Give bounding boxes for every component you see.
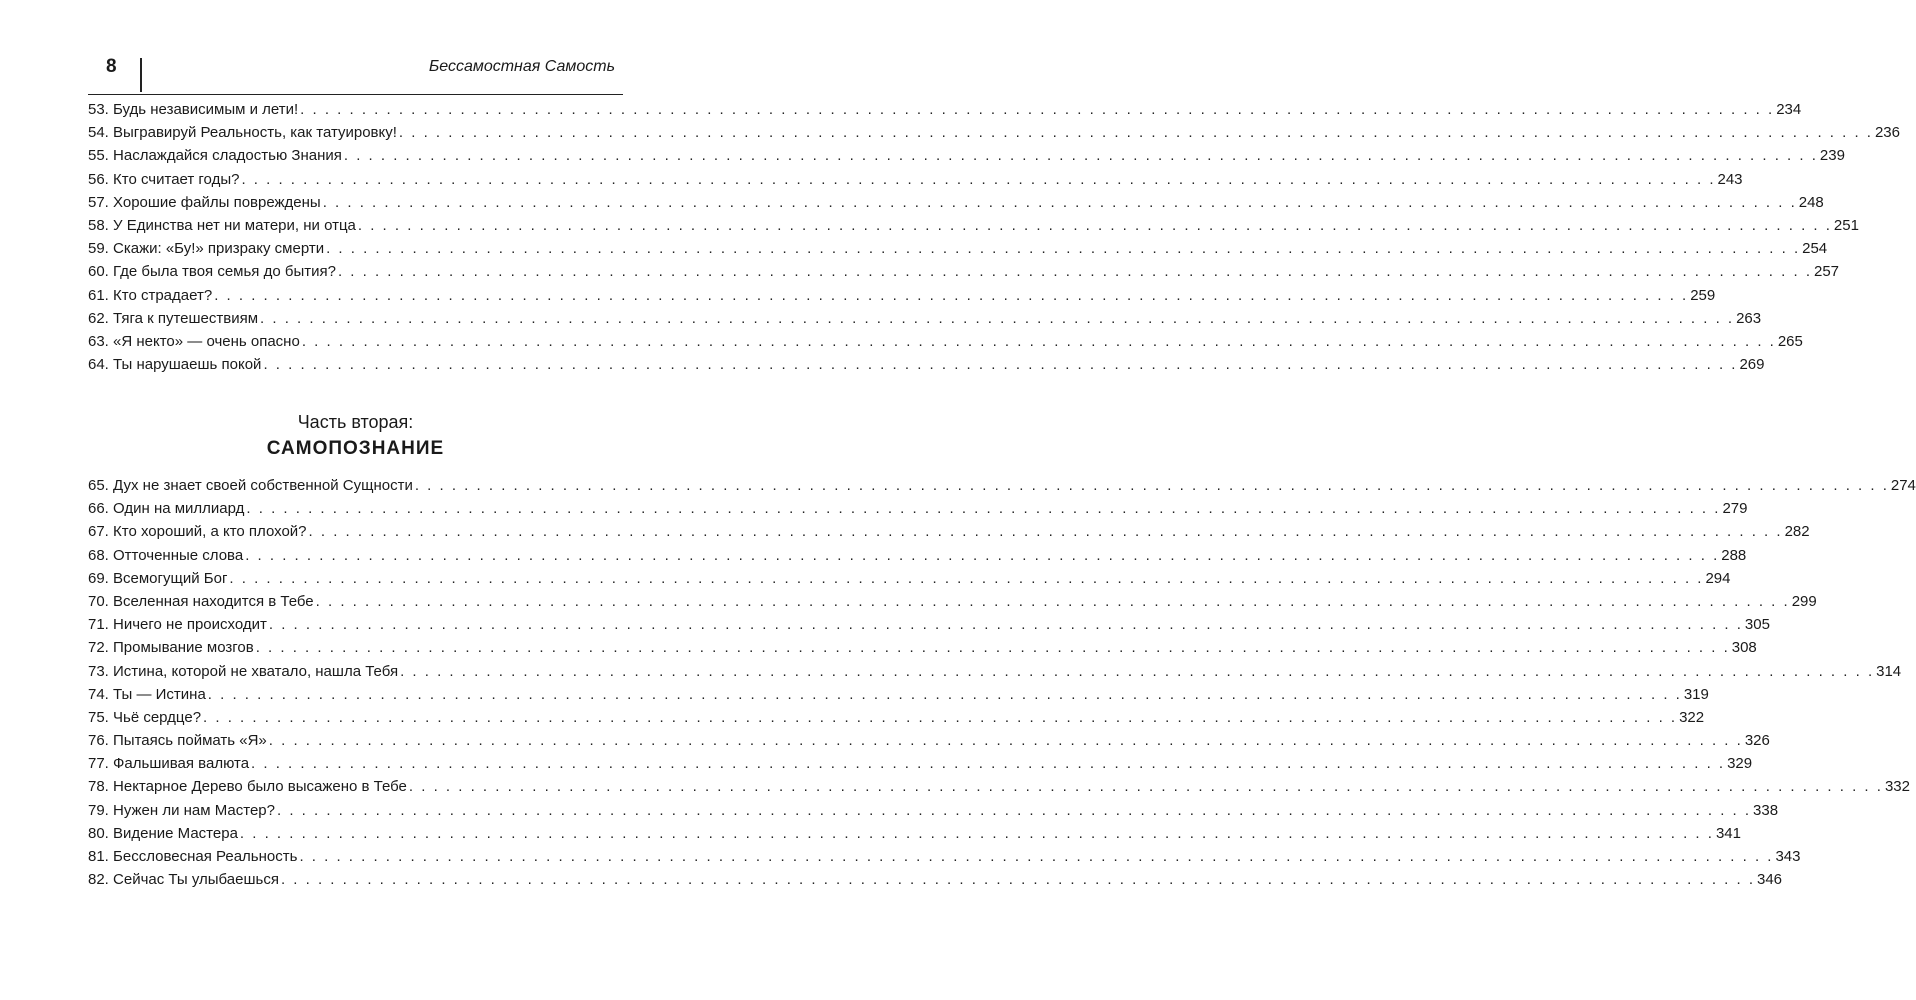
header-divider bbox=[140, 58, 142, 92]
toc-entry bbox=[88, 263, 1840, 286]
toc-entry-title: 67. Кто хороший, а кто плохой? bbox=[88, 523, 307, 541]
toc-leader-dots: . . . . . . . . . . . . . . . . . . . . . . . . . . . . . . . . . . . . . . . . . . . . . . . . . . . . . . . . . . . . . . . . . . . . . . . . . . . . . . . . . . . . . . . . . . . . . . . . . . . . . . . . . . . . . . . . . . . . . . . . bbox=[268, 732, 1743, 750]
toc-entry-page: 263 bbox=[1736, 309, 1762, 327]
toc-leader-dots: . . . . . . . . . . . . . . . . . . . . . . . . . . . . . . . . . . . . . . . . . . . . . . . . . . . . . . . . . . . . . . . . . . . . . . . . . . . . . . . . . . . . . . . . . . . . . . . . . . . . . . . . . . . . . . . . . . . . . . . . bbox=[251, 755, 1726, 773]
toc-entry-title: 69. Всемогущий Бог bbox=[88, 569, 228, 587]
toc-leader-dots: . . . . . . . . . . . . . . . . . . . . . . . . . . . . . . . . . . . . . . . . . . . . . . . . . . . . . . . . . . . . . . . . . . . . . . . . . . . . . . . . . . . . . . . . . . . . . . . . . . . . . . . . . . . . . . . . . . . . . . . . bbox=[260, 309, 1735, 327]
toc-leader-dots: . . . . . . . . . . . . . . . . . . . . . . . . . . . . . . . . . . . . . . . . . . . . . . . . . . . . . . . . . . . . . . . . . . . . . . . . . . . . . . . . . . . . . . . . . . . . . . . . . . . . . . . . . . . . . . . . . . . . . . . . bbox=[255, 639, 1730, 657]
toc-entry-title: 57. Хорошие файлы повреждены bbox=[88, 193, 321, 211]
toc-leader-dots: . . . . . . . . . . . . . . . . . . . . . . . . . . . . . . . . . . . . . . . . . . . . . . . . . . . . . . . . . . . . . . . . . . . . . . . . . . . . . . . . . . . . . . . . . . . . . . . . . . . . . . . . . . . . . . . . . . . . . . . . bbox=[239, 824, 1714, 842]
part-heading bbox=[88, 410, 623, 464]
toc-entry-page: 314 bbox=[1876, 662, 1902, 680]
toc-entry bbox=[88, 801, 1779, 825]
toc-leader-dots: . . . . . . . . . . . . . . . . . . . . . . . . . . . . . . . . . . . . . . . . . . . . . . . . . . . . . . . . . . . . . . . . . . . . . . . . . . . . . . . . . . . . . . . . . . . . . . . . . . . . . . . . . . . . . . . . . . . . . . . . bbox=[301, 332, 1776, 350]
toc-entry-title: 81. Бессловесная Реальность bbox=[88, 848, 298, 865]
toc-entry-title: 68. Отточенные слова bbox=[88, 546, 244, 564]
toc-leader-dots: . . . . . . . . . . . . . . . . . . . . . . . . . . . . . . . . . . . . . . . . . . . . . . . . . . . . . . . . . . . . . . . . . . . . . . . . . . . . . . . . . . . . . . . . . . . . . . . . . . . . . . . . . . . . . . . . . . . . . . . . bbox=[326, 240, 1801, 258]
toc-entry-page: 239 bbox=[1819, 147, 1845, 165]
toc-leader-dots: . . . . . . . . . . . . . . . . . . . . . . . . . . . . . . . . . . . . . . . . . . . . . . . . . . . . . . . . . . . . . . . . . . . . . . . . . . . . . . . . . . . . . . . . . . . . . . . . . . . . . . . . . . . . . . . . . . . . . . . . bbox=[229, 569, 1704, 587]
toc-leader-dots: . . . . . . . . . . . . . . . . . . . . . . . . . . . . . . . . . . . . . . . . . . . . . . . . . . . . . . . . . . . . . . . . . . . . . . . . . . . . . . . . . . . . . . . . . . . . . . . . . . . . . . . . . . . . . . . . . . . . . . . . bbox=[246, 500, 1721, 518]
toc-entry-page: 332 bbox=[1884, 778, 1910, 796]
toc-leader-dots: . . . . . . . . . . . . . . . . . . . . . . . . . . . . . . . . . . . . . . . . . . . . . . . . . . . . . . . . . . . . . . . . . . . . . . . . . . . . . . . . . . . . . . . . . . . . . . . . . . . . . . . . . . . . . . . . . . . . . . . . bbox=[299, 848, 1774, 865]
toc-entry-title: 61. Кто страдает? bbox=[88, 286, 213, 304]
toc-entry bbox=[88, 240, 1828, 263]
toc-leader-dots: . . . . . . . . . . . . . . . . . . . . . . . . . . . . . . . . . . . . . . . . . . . . . . . . . . . . . . . . . . . . . . . . . . . . . . . . . . . . . . . . . . . . . . . . . . . . . . . . . . . . . . . . . . . . . . . . . . . . . . . . bbox=[308, 523, 1783, 541]
toc-entry bbox=[88, 546, 1747, 570]
toc-entry bbox=[88, 616, 1770, 639]
toc-entry-title: 54. Выгравируй Реальность, как татуировку! bbox=[88, 124, 397, 142]
toc-entry-page: 259 bbox=[1690, 286, 1716, 304]
toc-entry bbox=[88, 523, 1810, 546]
toc-section-part2 bbox=[88, 477, 1916, 894]
toc-entry-title: 59. Скажи: «Бу!» призраку смерти bbox=[88, 240, 325, 258]
toc-entry-title: 62. Тяга к путешествиям bbox=[88, 309, 259, 327]
toc-entry-page: 319 bbox=[1683, 685, 1709, 703]
toc-entry-page: 338 bbox=[1753, 801, 1779, 819]
toc-entry bbox=[88, 147, 1845, 170]
toc-leader-dots: . . . . . . . . . . . . . . . . . . . . . . . . . . . . . . . . . . . . . . . . . . . . . . . . . . . . . . . . . . . . . . . . . . . . . . . . . . . . . . . . . . . . . . . . . . . . . . . . . . . . . . . . . . . . . . . . . . . . . . . . bbox=[300, 101, 1775, 118]
toc-leader-dots: . . . . . . . . . . . . . . . . . . . . . . . . . . . . . . . . . . . . . . . . . . . . . . . . . . . . . . . . . . . . . . . . . . . . . . . . . . . . . . . . . . . . . . . . . . . . . . . . . . . . . . . . . . . . . . . . . . . . . . . . bbox=[245, 546, 1720, 564]
toc-entry bbox=[88, 477, 1916, 500]
toc-entry-page: 294 bbox=[1705, 569, 1731, 587]
toc-entry-title: 73. Истина, которой не хватало, нашла Тебя bbox=[88, 662, 399, 680]
toc-entry-title: 82. Сейчас Ты улыбаешься bbox=[88, 871, 279, 889]
toc-entry-page: 279 bbox=[1722, 500, 1748, 518]
part-title: САМОПОЗНАНИЕ bbox=[266, 438, 445, 459]
toc-entry-page: 243 bbox=[1717, 170, 1743, 188]
toc-entry-title: 78. Нектарное Дерево было высажено в Тебе bbox=[88, 778, 407, 796]
toc-entry bbox=[88, 755, 1753, 778]
toc-entry bbox=[88, 569, 1731, 593]
page-number: 8 bbox=[106, 56, 117, 77]
toc-entry-page: 305 bbox=[1744, 616, 1770, 634]
toc-entry bbox=[88, 639, 1757, 662]
toc-leader-dots: . . . . . . . . . . . . . . . . . . . . . . . . . . . . . . . . . . . . . . . . . . . . . . . . . . . . . . . . . . . . . . . . . . . . . . . . . . . . . . . . . . . . . . . . . . . . . . . . . . . . . . . . . . . . . . . . . . . . . . . . bbox=[414, 477, 1889, 494]
toc-entry bbox=[88, 824, 1741, 848]
toc-entry bbox=[88, 170, 1743, 194]
toc-entry-page: 343 bbox=[1775, 848, 1801, 865]
toc-entry-title: 66. Один на миллиард bbox=[88, 500, 245, 518]
toc-entry-page: 322 bbox=[1679, 708, 1705, 726]
part-label: Часть вторая: bbox=[297, 412, 414, 432]
toc-entry-title: 65. Дух не знает своей собственной Сущности bbox=[88, 477, 413, 494]
toc-entry bbox=[88, 662, 1902, 686]
toc-leader-dots: . . . . . . . . . . . . . . . . . . . . . . . . . . . . . . . . . . . . . . . . . . . . . . . . . . . . . . . . . . . . . . . . . . . . . . . . . . . . . . . . . . . . . . . . . . . . . . . . . . . . . . . . . . . . . . . . . . . . . . . . bbox=[280, 871, 1755, 889]
toc-entry bbox=[88, 332, 1803, 356]
toc-entry-title: 72. Промывание мозгов bbox=[88, 639, 254, 657]
toc-entry-page: 288 bbox=[1721, 546, 1747, 564]
toc-section-part1 bbox=[88, 101, 1900, 379]
toc-entry-page: 282 bbox=[1784, 523, 1810, 541]
toc-entry-title: 60. Где была твоя семья до бытия? bbox=[88, 263, 336, 281]
toc-entry bbox=[88, 286, 1716, 310]
toc-leader-dots: . . . . . . . . . . . . . . . . . . . . . . . . . . . . . . . . . . . . . . . . . . . . . . . . . . . . . . . . . . . . . . . . . . . . . . . . . . . . . . . . . . . . . . . . . . . . . . . . . . . . . . . . . . . . . . . . . . . . . . . . bbox=[322, 193, 1797, 211]
toc-entry bbox=[88, 216, 1859, 240]
toc-entry-page: 346 bbox=[1757, 871, 1783, 889]
toc-leader-dots: . . . . . . . . . . . . . . . . . . . . . . . . . . . . . . . . . . . . . . . . . . . . . . . . . . . . . . . . . . . . . . . . . . . . . . . . . . . . . . . . . . . . . . . . . . . . . . . . . . . . . . . . . . . . . . . . . . . . . . . . bbox=[400, 662, 1875, 680]
toc-entry bbox=[88, 309, 1762, 333]
toc-entry-title: 79. Нужен ли нам Мастер? bbox=[88, 801, 275, 819]
toc-leader-dots: . . . . . . . . . . . . . . . . . . . . . . . . . . . . . . . . . . . . . . . . . . . . . . . . . . . . . . . . . . . . . . . . . . . . . . . . . . . . . . . . . . . . . . . . . . . . . . . . . . . . . . . . . . . . . . . . . . . . . . . . bbox=[337, 263, 1812, 281]
toc-entry-title: 55. Наслаждайся сладостью Знания bbox=[88, 147, 342, 165]
toc-entry-title: 64. Ты нарушаешь покой bbox=[88, 356, 262, 374]
toc-entry-page: 251 bbox=[1833, 216, 1859, 234]
toc-entry-title: 80. Видение Мастера bbox=[88, 824, 238, 842]
toc-entry bbox=[88, 708, 1705, 732]
toc-entry-page: 265 bbox=[1777, 332, 1803, 350]
toc-leader-dots: . . . . . . . . . . . . . . . . . . . . . . . . . . . . . . . . . . . . . . . . . . . . . . . . . . . . . . . . . . . . . . . . . . . . . . . . . . . . . . . . . . . . . . . . . . . . . . . . . . . . . . . . . . . . . . . . . . . . . . . . bbox=[357, 216, 1832, 234]
toc-entry-page: 257 bbox=[1813, 263, 1840, 281]
toc-entry bbox=[88, 500, 1748, 523]
toc-entry bbox=[88, 124, 1900, 147]
page-header bbox=[88, 44, 623, 95]
toc-leader-dots: . . . . . . . . . . . . . . . . . . . . . . . . . . . . . . . . . . . . . . . . . . . . . . . . . . . . . . . . . . . . . . . . . . . . . . . . . . . . . . . . . . . . . . . . . . . . . . . . . . . . . . . . . . . . . . . . . . . . . . . . bbox=[214, 286, 1689, 304]
toc-entry-page: 274 bbox=[1890, 477, 1916, 494]
toc-leader-dots: . . . . . . . . . . . . . . . . . . . . . . . . . . . . . . . . . . . . . . . . . . . . . . . . . . . . . . . . . . . . . . . . . . . . . . . . . . . . . . . . . . . . . . . . . . . . . . . . . . . . . . . . . . . . . . . . . . . . . . . . bbox=[398, 124, 1873, 142]
toc-leader-dots: . . . . . . . . . . . . . . . . . . . . . . . . . . . . . . . . . . . . . . . . . . . . . . . . . . . . . . . . . . . . . . . . . . . . . . . . . . . . . . . . . . . . . . . . . . . . . . . . . . . . . . . . . . . . . . . . . . . . . . . . bbox=[315, 592, 1790, 610]
toc-entry-page: 254 bbox=[1802, 240, 1828, 258]
toc-entry-page: 329 bbox=[1727, 755, 1753, 773]
toc-entry bbox=[88, 356, 1765, 379]
toc-entry-title: 70. Вселенная находится в Тебе bbox=[88, 592, 314, 610]
toc-entry-title: 58. У Единства нет ни матери, ни отца bbox=[88, 216, 356, 234]
toc-entry-title: 71. Ничего не происходит bbox=[88, 616, 267, 634]
toc-leader-dots: . . . . . . . . . . . . . . . . . . . . . . . . . . . . . . . . . . . . . . . . . . . . . . . . . . . . . . . . . . . . . . . . . . . . . . . . . . . . . . . . . . . . . . . . . . . . . . . . . . . . . . . . . . . . . . . . . . . . . . . . bbox=[263, 356, 1738, 374]
toc-entry bbox=[88, 848, 1801, 871]
toc-entry-page: 234 bbox=[1776, 101, 1802, 118]
toc-entry-page: 236 bbox=[1874, 124, 1900, 142]
toc-entry bbox=[88, 592, 1817, 616]
toc-entry-page: 299 bbox=[1791, 592, 1817, 610]
toc-entry-title: 53. Будь независимым и лети! bbox=[88, 101, 299, 118]
toc-entry-title: 74. Ты — Истина bbox=[88, 685, 206, 703]
toc-entry bbox=[88, 778, 1910, 801]
toc-entry bbox=[88, 101, 1802, 124]
toc-entry bbox=[88, 871, 1783, 894]
toc-leader-dots: . . . . . . . . . . . . . . . . . . . . . . . . . . . . . . . . . . . . . . . . . . . . . . . . . . . . . . . . . . . . . . . . . . . . . . . . . . . . . . . . . . . . . . . . . . . . . . . . . . . . . . . . . . . . . . . . . . . . . . . . bbox=[277, 801, 1752, 819]
toc-entry-title: 76. Пытаясь поймать «Я» bbox=[88, 732, 267, 750]
toc-leader-dots: . . . . . . . . . . . . . . . . . . . . . . . . . . . . . . . . . . . . . . . . . . . . . . . . . . . . . . . . . . . . . . . . . . . . . . . . . . . . . . . . . . . . . . . . . . . . . . . . . . . . . . . . . . . . . . . . . . . . . . . . bbox=[343, 147, 1818, 165]
toc-leader-dots: . . . . . . . . . . . . . . . . . . . . . . . . . . . . . . . . . . . . . . . . . . . . . . . . . . . . . . . . . . . . . . . . . . . . . . . . . . . . . . . . . . . . . . . . . . . . . . . . . . . . . . . . . . . . . . . . . . . . . . . . bbox=[241, 170, 1716, 188]
toc-leader-dots: . . . . . . . . . . . . . . . . . . . . . . . . . . . . . . . . . . . . . . . . . . . . . . . . . . . . . . . . . . . . . . . . . . . . . . . . . . . . . . . . . . . . . . . . . . . . . . . . . . . . . . . . . . . . . . . . . . . . . . . . bbox=[207, 685, 1682, 703]
toc-leader-dots: . . . . . . . . . . . . . . . . . . . . . . . . . . . . . . . . . . . . . . . . . . . . . . . . . . . . . . . . . . . . . . . . . . . . . . . . . . . . . . . . . . . . . . . . . . . . . . . . . . . . . . . . . . . . . . . . . . . . . . . . bbox=[408, 778, 1883, 796]
toc-entry-page: 341 bbox=[1715, 824, 1741, 842]
toc-entry-page: 248 bbox=[1798, 193, 1824, 211]
toc-entry-title: 77. Фальшивая валюта bbox=[88, 755, 250, 773]
toc-entry-title: 75. Чьё сердце? bbox=[88, 708, 202, 726]
toc-leader-dots: . . . . . . . . . . . . . . . . . . . . . . . . . . . . . . . . . . . . . . . . . . . . . . . . . . . . . . . . . . . . . . . . . . . . . . . . . . . . . . . . . . . . . . . . . . . . . . . . . . . . . . . . . . . . . . . . . . . . . . . . bbox=[268, 616, 1743, 634]
toc-entry bbox=[88, 685, 1709, 709]
toc-entry-page: 269 bbox=[1739, 356, 1765, 374]
toc-entry bbox=[88, 732, 1770, 755]
toc-entry-title: 56. Кто считает годы? bbox=[88, 170, 240, 188]
toc-entry bbox=[88, 193, 1824, 217]
running-title: Бессамостная Самость bbox=[428, 58, 615, 75]
toc-entry-title: 63. «Я некто» — очень опасно bbox=[88, 332, 300, 350]
toc-entry-page: 308 bbox=[1731, 639, 1757, 657]
toc-entry-page: 326 bbox=[1744, 732, 1770, 750]
toc-leader-dots: . . . . . . . . . . . . . . . . . . . . . . . . . . . . . . . . . . . . . . . . . . . . . . . . . . . . . . . . . . . . . . . . . . . . . . . . . . . . . . . . . . . . . . . . . . . . . . . . . . . . . . . . . . . . . . . . . . . . . . . . bbox=[203, 708, 1678, 726]
